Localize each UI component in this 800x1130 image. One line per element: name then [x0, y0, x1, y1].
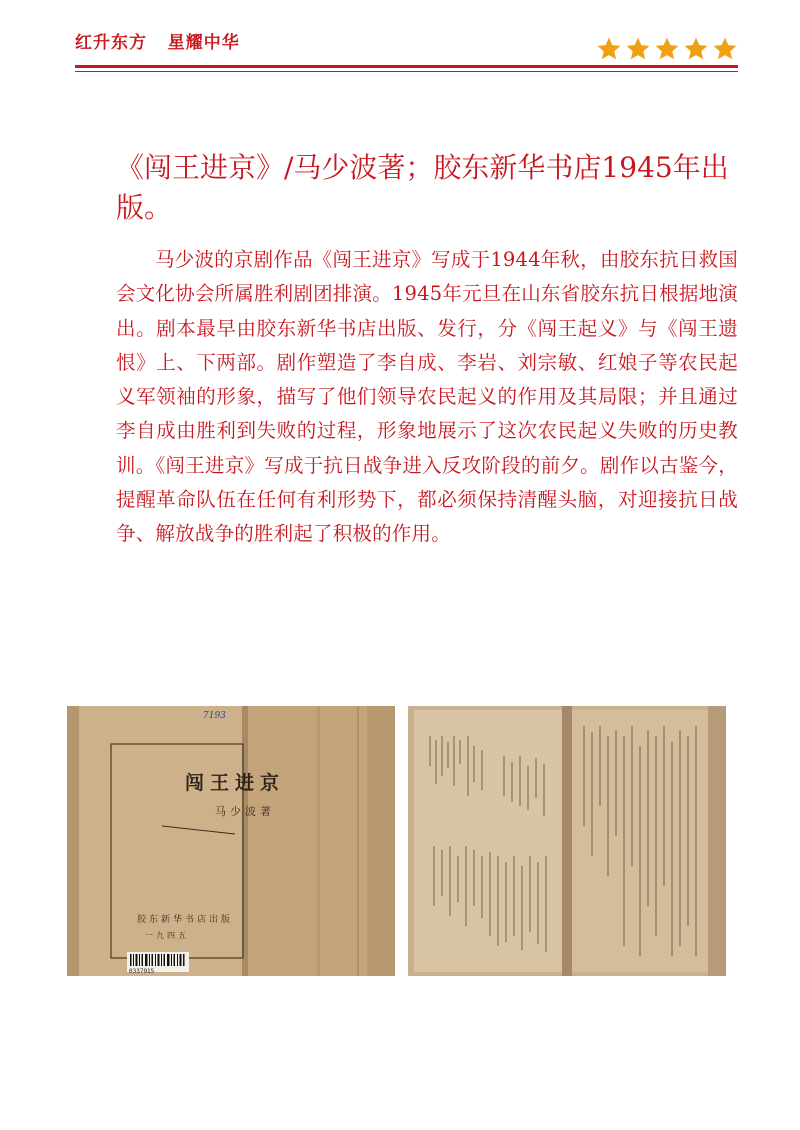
cover-handwritten-number: 7193 — [203, 711, 226, 721]
document-body: 马少波的京剧作品《闯王进京》写成于1944年秋，由胶东抗日救国会文化协会所属胜利剧团排演。1945年元旦在山东省胶东抗日根据地演出。剧本最早由胶东新华书店出版、发行，分《闯王起义》与《闯王遗恨》上、下两部。剧作塑造了李自成、李岩、刘宗敏、红娘子等农民起义军领袖的形象，描写了他们领导农民起义的作用及其局限；并且通过李自成由胜利到失败的过程，形象地展示了这次农民起义失败的历史教训。《闯王进京》写成于抗日战争进入反攻阶段的前夕。剧作以古鉴今，提醒革命队伍在任何有利形势下，都必须保持清醒头脑，对迎接抗日战争、解放战争的胜利起了积极的作用。 — [116, 248, 738, 546]
book-cover-photo — [67, 706, 395, 976]
open-book-photo — [408, 706, 726, 976]
rating-stars — [596, 36, 738, 62]
barcode-number: 0337915 — [129, 968, 155, 975]
cover-publisher: 胶东新华书店出版 — [137, 915, 234, 925]
document-title: 《闯王进京》/马少波著；胶东新华书店1945年出版。 — [116, 151, 729, 224]
header-title: 红升东方 星耀中华 — [75, 33, 240, 53]
header-rule-thick — [75, 65, 738, 68]
cover-author: 马少波著 — [215, 805, 275, 818]
star-icon — [596, 36, 622, 62]
star-icon — [683, 36, 709, 62]
star-icon — [712, 36, 738, 62]
cover-year: 一九四五 — [145, 931, 189, 940]
header-rule-thin — [75, 71, 738, 72]
star-icon — [625, 36, 651, 62]
star-icon — [654, 36, 680, 62]
cover-title: 闯王进京 — [185, 772, 286, 794]
